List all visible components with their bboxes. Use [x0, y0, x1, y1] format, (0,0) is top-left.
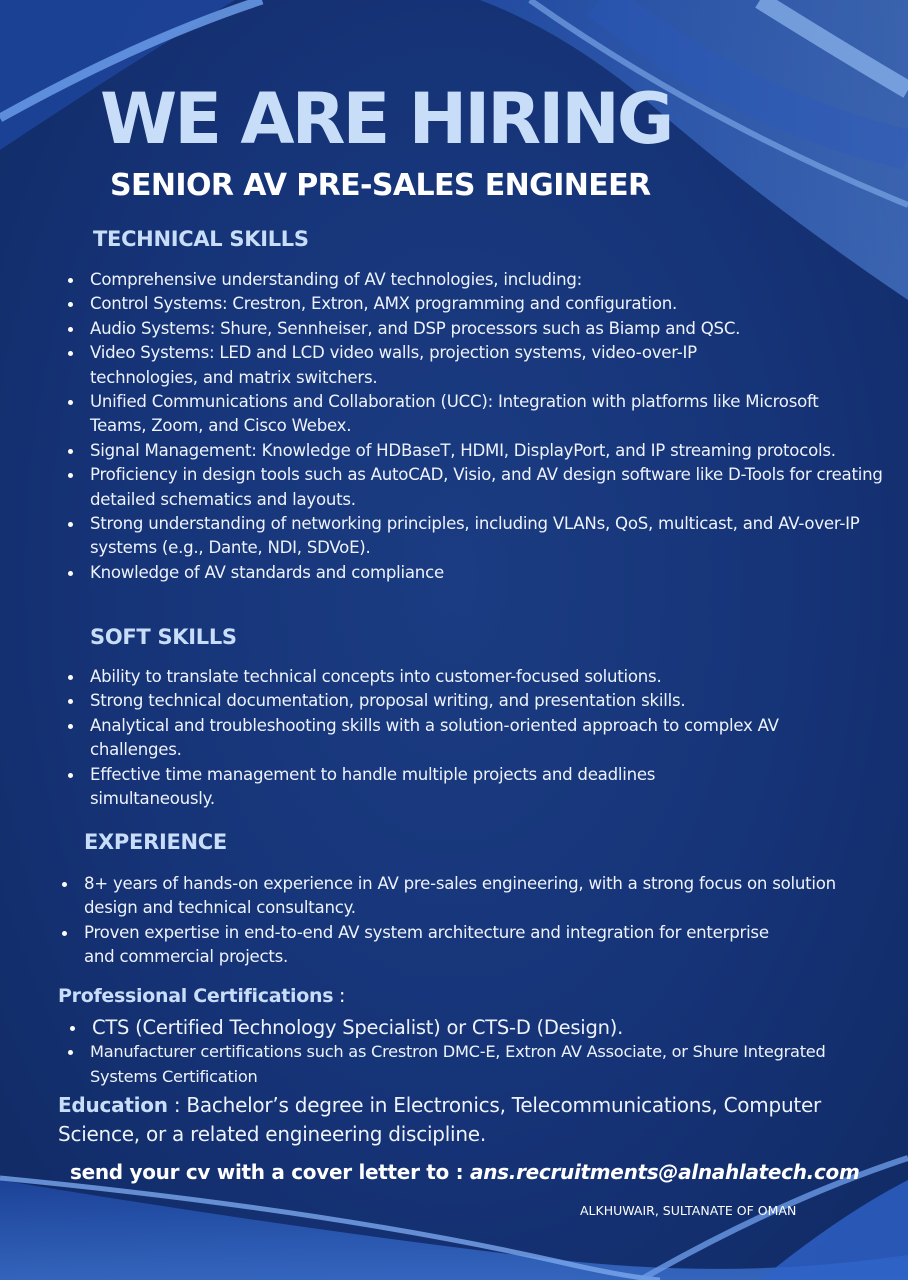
list-item: Comprehensive understanding of AV technologies, including:	[64, 268, 894, 292]
list-item: Signal Management: Knowledge of HDBaseT, HDMI, DisplayPort, and IP streaming protocols.	[64, 439, 850, 463]
apply-instructions	[70, 1160, 860, 1184]
certifications-primary-list	[66, 1015, 866, 1041]
list-item: 8+ years of hands-on experience in AV pre-sales engineering, with a strong focus on solution design and technical consultancy.	[58, 872, 838, 921]
list-item: Unified Communications and Collaboration (UCC): Integration with platforms like Microsoft Teams, Zoom, and Cisco Webex.	[64, 390, 860, 439]
experience-heading: EXPERIENCE	[84, 830, 227, 854]
list-item: Video Systems: LED and LCD video walls, projection systems, video-over-IP technologies, and matrix switchers.	[64, 341, 790, 390]
list-item: Control Systems: Crestron, Extron, AMX programming and configuration.	[64, 292, 894, 316]
list-item: Proficiency in design tools such as AutoCAD, Visio, and AV design software like D-Tools for creating detailed schematics and layouts.	[64, 463, 894, 512]
soft-skills-heading: SOFT SKILLS	[90, 625, 237, 649]
list-item: Proven expertise in end-to-end AV system architecture and integration for enterprise and commercial projects.	[58, 921, 804, 970]
contact-email[interactable]: ans.recruitments@alnahlatech.com	[470, 1160, 860, 1184]
list-item: Strong technical documentation, proposal writing, and presentation skills.	[64, 689, 854, 713]
certifications-heading	[58, 985, 345, 1007]
list-item: Manufacturer certifications such as Crestron DMC-E, Extron AV Associate, or Shure Integrated Systems Certification	[64, 1040, 854, 1089]
list-item: Audio Systems: Shure, Sennheiser, and DSP processors such as Biamp and QSC.	[64, 317, 894, 341]
technical-skills-list	[64, 268, 894, 585]
technical-skills-heading: TECHNICAL SKILLS	[93, 227, 309, 251]
education	[58, 1091, 888, 1148]
certifications-label: Professional Certifications	[58, 985, 334, 1007]
experience-list	[58, 872, 838, 970]
location: ALKHUWAIR, SULTANATE OF OMAN	[580, 1203, 797, 1218]
list-item: Ability to translate technical concepts into customer-focused solutions.	[64, 665, 854, 689]
list-item: Strong understanding of networking principles, including VLANs, QoS, multicast, and AV-over-IP systems (e.g., Dante, NDI, SDVoE).	[64, 512, 890, 561]
list-item: CTS (Certified Technology Specialist) or CTS-D (Design).	[66, 1015, 866, 1041]
education-label: Education	[58, 1093, 168, 1117]
certifications-separator: :	[333, 985, 346, 1007]
apply-prompt: send your cv with a cover letter to :	[70, 1160, 471, 1184]
job-title: SENIOR AV PRE-SALES ENGINEER	[110, 168, 651, 203]
list-item: Effective time management to handle multiple projects and deadlines simultaneously.	[64, 763, 760, 812]
education-text: : Bachelor’s degree in Electronics, Telecommunications, Computer Science, or a related engineering discipline.	[58, 1093, 821, 1146]
headline: WE ARE HIRING	[100, 78, 672, 160]
certifications-secondary-list	[64, 1040, 854, 1089]
list-item: Analytical and troubleshooting skills with a solution-oriented approach to complex AV challenges.	[64, 714, 854, 763]
list-item: Knowledge of AV standards and compliance	[64, 561, 894, 585]
soft-skills-list	[64, 665, 854, 811]
